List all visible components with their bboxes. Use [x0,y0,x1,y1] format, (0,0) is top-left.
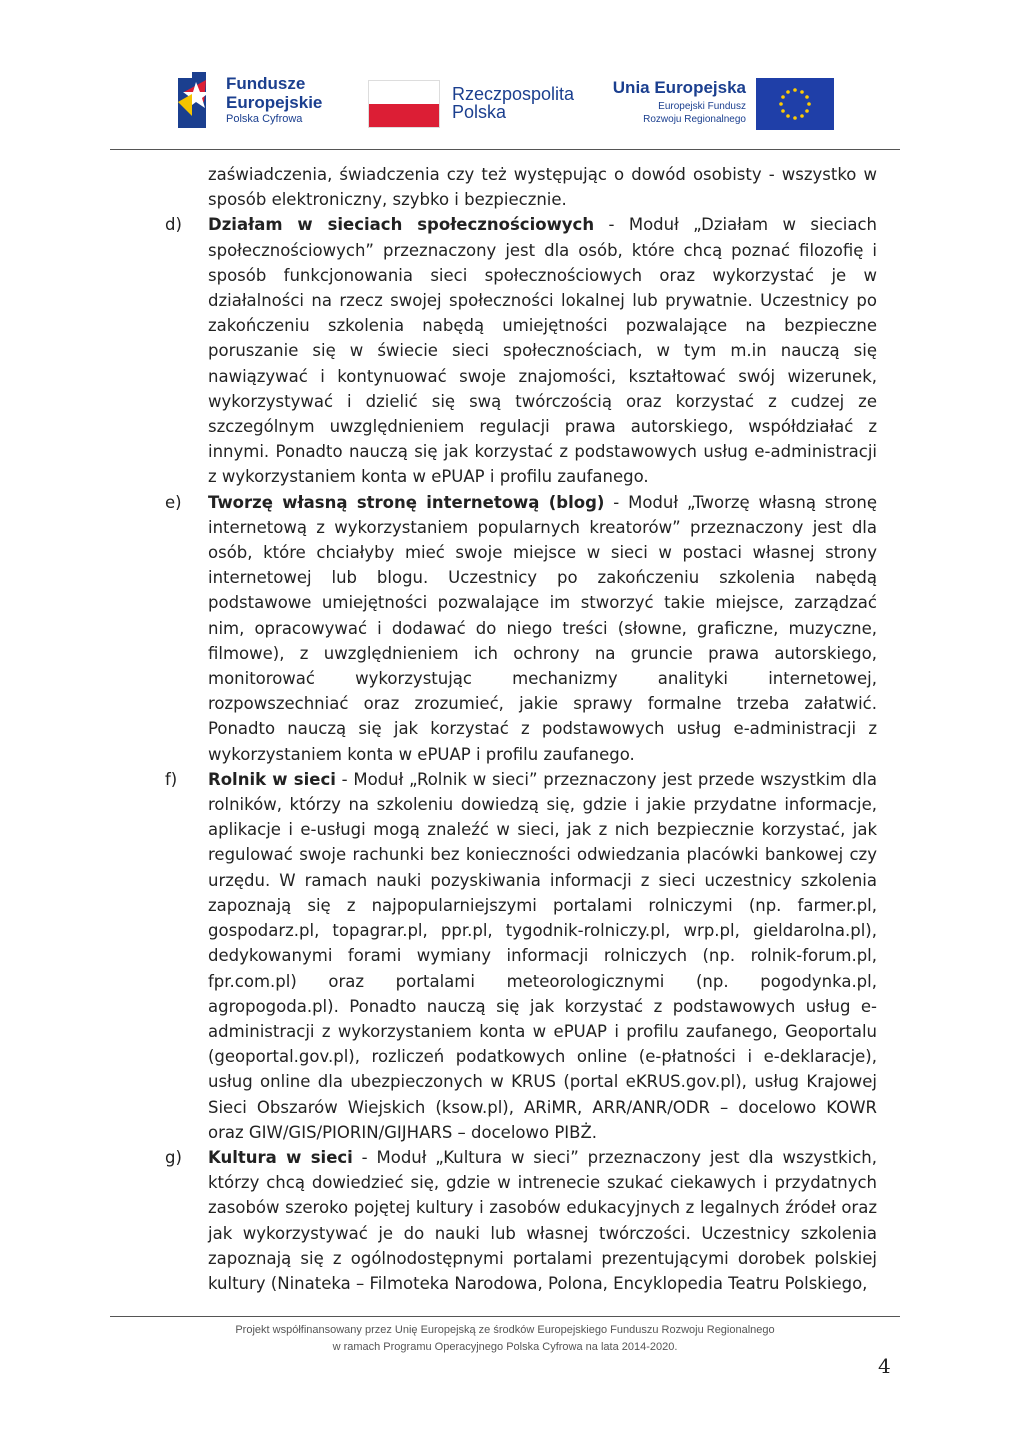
page-header [0,0,1024,150]
rp-line2: Polska [452,102,507,122]
list-item-e [165,490,877,767]
list-marker: f) [165,769,178,789]
page-number: 4 [878,1354,891,1378]
ue-subtitle2: Rozwoju Regionalnego [643,114,746,125]
item-description: Moduł „Kultura w sieci” przeznaczony jest dla wszystkich, którzy chcą dowiedzieć się, gdzie w intrenecie szukać ciekawych i przydatnych zasobów szeroko pojętej kultury i zasobów edukacyjnych z legalnych źródeł oraz jak wykorzystywać je do nauki lub własnej twórczości. Uczestnicy szkolenia zapoznają się z ogólnodostępnymi portalami prezentującymi dorobek polskiej kultury (Ninateka – Filmoteka Narodowa, Polona, Encyklopedia Teatru Polskiego, [208,1147,877,1293]
item-separator: - [594,215,629,235]
footer-line2: w ramach Programu Operacyjnego Polska Cyfrowa na lata 2014-2020. [332,1341,678,1353]
list-item-text [208,490,877,767]
item-title: Działam w sieciach społecznościowych [208,215,595,235]
fe-subtitle: Polska Cyfrowa [226,113,303,125]
ue-subtitle1: Europejski Fundusz [658,101,746,112]
header-divider [110,149,900,150]
page-footer [110,1322,900,1356]
item-description: Moduł „Tworzę własną stronę internetową z wykorzystaniem popularnych kreatorów” przeznaczony jest dla osób, które chciałyby mieć swoje miejsce w sieci w postaci własnej strony internetowej lub blogu. Uczestnicy po zakończeniu szkolenia nabędą podstawowe umiejętności pozwalające im stworzyć takie miejsce, zarządzać nim, opracowywać i dodawać do niego treści (słowne, graficzne, muzyczne, filmowe), z uwzględnieniem ich ochrony na gruncie prawa autorskiego, monitorować wykorzystując mechanizmy analityki internetowej, rozpowszechniać oraz zrozumieć, jakie sprawy formalne trzeba załatwić. Ponadto nauczą się jak korzystać z podstawowych usług e-administracji z wykorzystaniem konta w ePUAP i profilu zaufanego. [208,492,877,764]
list-marker: d) [165,215,182,235]
item-title: Rolnik w sieci [208,769,336,789]
item-title: Kultura w sieci [208,1147,353,1167]
item-separator: - [604,492,629,512]
list-item-text [208,1145,877,1296]
rp-line1: Rzeczpospolita [452,84,575,104]
list-marker: g) [165,1147,182,1167]
polish-flag-icon [368,80,440,128]
fe-title-line1: Fundusze [226,74,306,93]
list-item-g [165,1145,877,1296]
footer-divider [110,1316,900,1317]
item-title: Tworzę własną stronę internetową (blog) [208,492,605,512]
ue-title: Unia Europejska [612,78,746,97]
fe-title-line2: Europejskie [226,93,323,112]
item-separator: - [335,769,354,789]
document-body [165,162,877,1296]
fundusze-europejskie-text [226,75,322,125]
eu-flag-icon [756,78,834,130]
list-marker: e) [165,492,182,512]
list-item-f [165,767,877,1145]
rzeczpospolita-text [452,85,574,121]
list-item-text [208,767,877,1145]
continuation-paragraph: zaświadczenia, świadczenia czy też występując o dowód osobisty - wszystko w sposób elektroniczny, szybko i bezpiecznie. [208,165,877,210]
item-description: Moduł „Działam w sieciach społecznościowych” przeznaczony jest dla osób, które chcą poznać filozofię i sposób funkcjonowania sieci społecznościowych oraz wykorzystać je w działalności na rzecz swojej społeczności lokalnej lub prywatnie. Uczestnicy po zakończeniu szkolenia nabędą umiejętności pozwalające na bezpieczne poruszanie się w świecie sieci społecznościach, w tym m.in nauczą się nawiązywać i kontynuować swoje znajomości, kształtować swój wizerunek, wykorzystywać i dzielić się swą twórczością oraz korzystać z cudzej ze szczególnym uwzględnieniem regulacji prawa autorskiego, współdziałać z innymi. Ponadto nauczą się jak korzystać z podstawowych usług e-administracji z wykorzystaniem konta w ePUAP i profilu zaufanego. [208,215,877,487]
footer-line1: Projekt współfinansowany przez Unię Europejską ze środków Europejskiego Funduszu Rozwoju Regionalnego [235,1324,775,1336]
list-item-d [165,212,877,489]
item-description: Moduł „Rolnik w sieci” przeznaczony jest przede wszystkim dla rolników, którzy na szkoleniu dowiedzą się, gdzie i jakie przydatne informacje, aplikacje i e-usługi mogą znaleźć w sieci, jak z nich bezpiecznie korzystać, jak regulować swoje rachunki bez konieczności odwiedzania placówki bankowej czy urzędu. W ramach nauki pozyskiwania informacji z sieci uczestnicy szkolenia zapoznają się z najpopularniejszymi portalami rolniczymi (np. farmer.pl, gospodarz.pl, topagrar.pl, ppr.pl, tygodnik-rolniczy.pl, wrp.pl, gieldarolna.pl), dedykowanymi forami wymiany informacji rolniczych (np. rolnik-forum.pl, fpr.com.pl) oraz portalami meteorologicznymi (np. pogodynka.pl, agropogoda.pl). Ponadto nauczą się jak korzystać z podstawowych usług e-administracji z wykorzystaniem konta w ePUAP i profilu zaufanego, Geoportalu (geoportal.gov.pl), rozliczeń podatkowych online (e-płatności i e-deklaracje), usług online dla ubezpieczonych w KRUS (portal eKRUS.gov.pl), usług Krajowej Sieci Obszarów Wiejskich (ksow.pl), ARiMR, ARR/ANR/ODR – docelowo KOWR oraz GIW/GIS/PIORIN/GIJHARS – docelowo PIBŻ. [208,769,877,1142]
list-item-text [208,212,877,489]
fundusze-europejskie-logo-icon [178,72,218,130]
unia-europejska-text [586,78,746,125]
item-separator: - [352,1147,377,1167]
